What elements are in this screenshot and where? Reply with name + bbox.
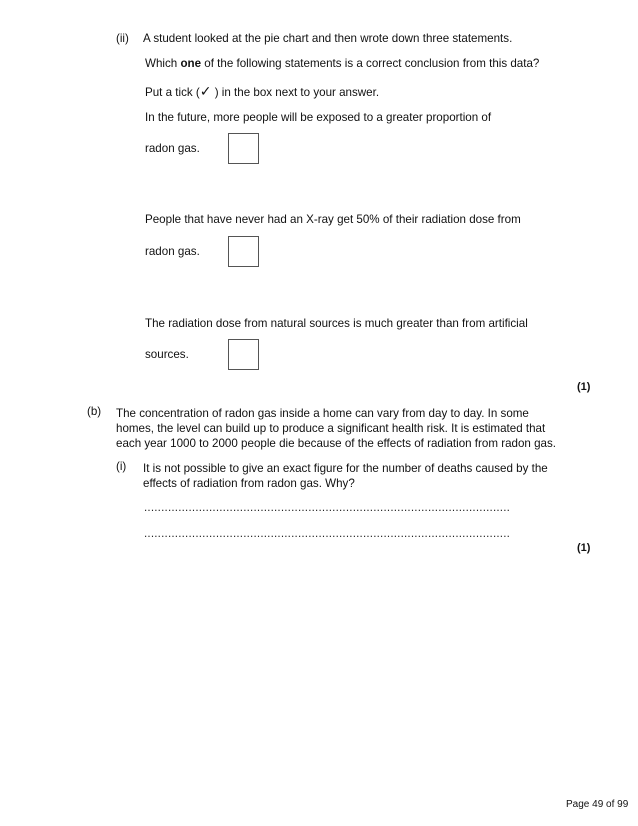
statement-2-line-1: People that have never had an X-ray get 50% of their radiation dose from (145, 213, 521, 226)
statement-1-line-2: radon gas. (145, 142, 200, 155)
tick-instruction (145, 85, 379, 99)
marks-b-i: (1) (577, 542, 591, 554)
tick-box-statement-1[interactable] (228, 133, 259, 164)
question-which-post: of the following statements is a correct conclusion from this data? (201, 57, 540, 70)
question-label-b: (b) (87, 405, 102, 418)
question-which-bold: one (180, 57, 202, 70)
tick-box-statement-3[interactable] (228, 339, 259, 370)
marks-a-ii: (1) (577, 381, 591, 393)
question-intro: A student looked at the pie chart and then wrote down three statements. (143, 32, 513, 45)
statement-3-line-2: sources. (145, 348, 189, 361)
page-number: Page 49 of 99 (566, 799, 629, 810)
tick-box-statement-2[interactable] (228, 236, 259, 267)
answer-line-1[interactable]: ........................................................................................................... (144, 501, 511, 514)
part-b-text: The concentration of radon gas inside a home can vary from day to day. In some homes, the level can build up to produce a significant health risk. It is estimated that each year 1000 to 2000 people die because of the effects of radiation from radon gas. (116, 407, 557, 450)
statement-1-line-1: In the future, more people will be exposed to a greater proportion of (145, 111, 492, 124)
part-b-i-question: It is not possible to give an exact figure for the number of deaths caused by the effects of radiation from radon gas. Why? (143, 462, 548, 490)
tick-instruction-post: ) in the box next to your answer. (211, 86, 380, 99)
question-label-b-i: (i) (116, 460, 127, 473)
tick-mark-icon: ✓ (199, 84, 212, 100)
question-which-one (145, 58, 539, 70)
question-label-ii: (ii) (116, 32, 129, 45)
question-which-pre: Which (145, 57, 181, 70)
statement-2-line-2: radon gas. (145, 245, 200, 258)
tick-instruction-pre: Put a tick ( (145, 86, 200, 99)
answer-line-2[interactable]: ........................................................................................................... (144, 527, 511, 540)
statement-3-line-1: The radiation dose from natural sources is much greater than from artificial (145, 317, 528, 330)
